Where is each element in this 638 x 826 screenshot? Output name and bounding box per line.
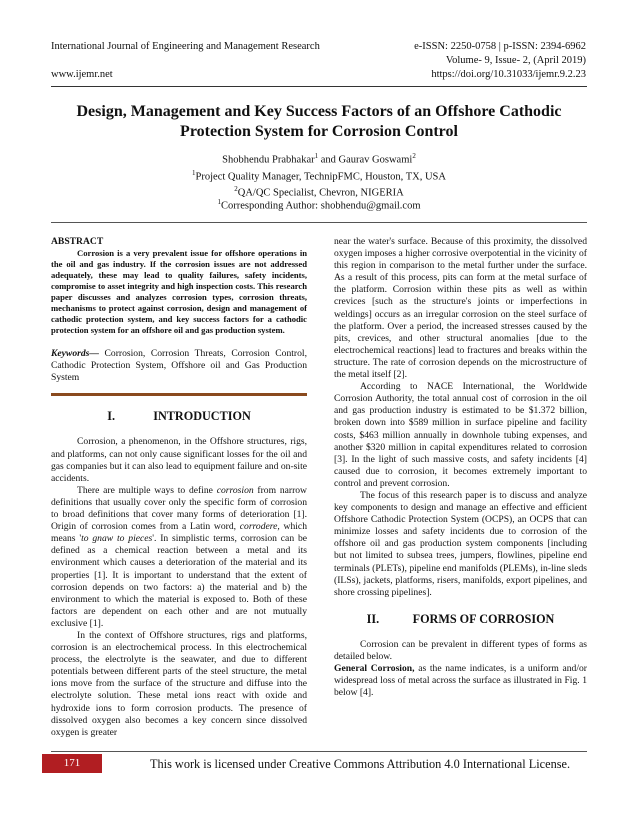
left-column bbox=[51, 236, 307, 739]
affiliation-1: $^1$Project Quality Manager, TechnipFMC, Houston, TX, USA bbox=[192, 168, 446, 182]
running-header-right bbox=[414, 40, 586, 82]
journal-name: International Journal of Engineering and Management Research bbox=[51, 41, 320, 52]
corresponding-author: $^1$Corresponding Author: shobhendu@gmail.com bbox=[217, 198, 421, 212]
author-names: Shobhendu Prabhakar$^1$ and Gaurav Goswami$^2$ bbox=[222, 152, 416, 166]
abstract-text: Corrosion is a very prevalent issue for offshore operations in the oil and gas industry. If the corrosion issues are not addressed adequately, these may lead to quality failures, safety incidents, compromise to asset integrity and high inspection costs. This research paper discusses and analyzes corrosion types, corrosion threats, mechanisms to protect against corrosion, design and management of cathodic protection system, and key success factors for a cathodic protection system for an offshore oil and gas production system. bbox=[51, 248, 307, 336]
right-column bbox=[334, 236, 587, 699]
doi-link[interactable]: https://doi.org/10.31033/ijemr.9.2.23 bbox=[431, 69, 586, 80]
intro-paragraph-3: In the context of Offshore structures, rigs and platforms, corrosion is an electrochemical process. In this electrochemical process, the electrolyte is the seawater, and due to different potentials between different parts of the steel structure, the metal ions move from the surface of the structure and diffuse into the electrolyte solution. These metal ions react with oxide and hydroxide ions to form corrosion products. The presence of dissolved oxygen also becomes a key concern since dissolved oxygen is greater bbox=[51, 629, 307, 738]
paper-title: Design, Management and Key Success Factors of an Offshore Cathodic Protection System for Corrosion Control bbox=[76, 103, 562, 140]
section-heading-introduction: I. INTRODUCTION bbox=[107, 409, 251, 424]
page-number-badge: 171 bbox=[42, 754, 102, 773]
running-header-left bbox=[51, 40, 320, 82]
issn-line: e-ISSN: 2250-0758 | p-ISSN: 2394-6962 bbox=[414, 41, 586, 52]
abstract-heading: ABSTRACT bbox=[51, 236, 104, 247]
journal-website: www.ijemr.net bbox=[51, 69, 113, 80]
forms-paragraph-1: Corrosion can be prevalent in different types of forms as detailed below. bbox=[334, 638, 587, 662]
header-divider bbox=[51, 86, 587, 87]
forms-paragraph-2: General Corrosion, as the name indicates, is a uniform and/or widespread loss of metal across the surface as illustrated in Fig. 1 below [4]. bbox=[334, 663, 587, 699]
volume-line: Volume- 9, Issue- 2, (April 2019) bbox=[445, 55, 586, 66]
intro-paragraph-4: According to NACE International, the Worldwide Corrosion Authority, the total annual cost of corrosion in the oil and gas production industry is estimated to be $1.372 billion, broken down into $589 million in surface pipeline and facility costs, $463 million annually in downhole tubing expenses, and another $320 million in capital expenditures related to corrosion [3]. In the light of such massive costs, and safety incidents [4] caused due to corrosion, it becomes extremely important to control and prevent corrosion. bbox=[334, 381, 587, 489]
license-notice: This work is licensed under Creative Commons Attribution 4.0 International License. bbox=[150, 757, 571, 771]
intro-paragraph-5: The focus of this research paper is to discuss and analyze key components to design and manage an effective and efficient Offshore Cathodic Protection System (OCPS), an OCPS that can minimize losses and safety incidents due to corrosion of the offshore oil and gas production system components [including but not limited to subsea trees, jumpers, flowlines, pipeline end terminals (PLETs), pipeline end manifolds (PLEMs), in-line sleds (ILSs), jackets, platforms, risers, manifolds, export pipelines, and shore crossing pipelines]. bbox=[334, 489, 587, 598]
intro-paragraph-1: Corrosion, a phenomenon, in the Offshore structures, rigs, and platforms, can not only cause significant losses for the oil and gas companies but it can also lead to equipment failure and on-site accidents. bbox=[51, 436, 307, 484]
footer-divider bbox=[51, 751, 587, 752]
section-heading-forms-of-corrosion: II. FORMS OF CORROSION bbox=[366, 611, 555, 626]
title-divider bbox=[51, 222, 587, 223]
intro-paragraph-2: There are multiple ways to define corrosion from narrow definitions that usually cover only the specific form of corrosion to broad definitions that cover many forms of deterioration [1]. Origin of corrosion comes from a Latin word, corrodere, which means 'to gnaw to pieces'. In simplistic terms, corrosion can be defined as a chemical reaction between a metal and its environment which causes a deterioration of the material and its properties [1]. It is important to understand that the extent of corrosion depends on two factors: a) the material and b) the environment to which the material is exposed to. Both of these factors are dependent on each other and are not mutually exclusive [1]. bbox=[51, 484, 307, 629]
affiliation-2: $^2$QA/QC Specialist, Chevron, NIGERIA bbox=[234, 185, 404, 199]
abstract-divider bbox=[51, 393, 307, 396]
intro-paragraph-3-cont: near the water's surface. Because of this proximity, the dissolved oxygen imposes a higher corrosive overpotential in the vicinity of this region in comparison to the metal further under the surface. As a result of this process, pits can form at the metal surface of the platform. Corrosion within these pits as well as within crevices [such as the structure's joints or imperfections in weldings] occurs as an irregular corrosion on the steel surface of the platform. Over a period, the increased stresses caused by the pits, crevices, and other structural anomalies [due to the electrochemical reactions] lead to fractures and breaks within the structure. The rate of corrosion depends on the microstructure of the metal itself [2]. bbox=[334, 236, 587, 381]
keywords: Keywords— Corrosion, Corrosion Threats, Corrosion Control, Cathodic Protection System, Offshore oil and Gas Production System bbox=[51, 348, 307, 384]
author-block bbox=[51, 150, 587, 200]
